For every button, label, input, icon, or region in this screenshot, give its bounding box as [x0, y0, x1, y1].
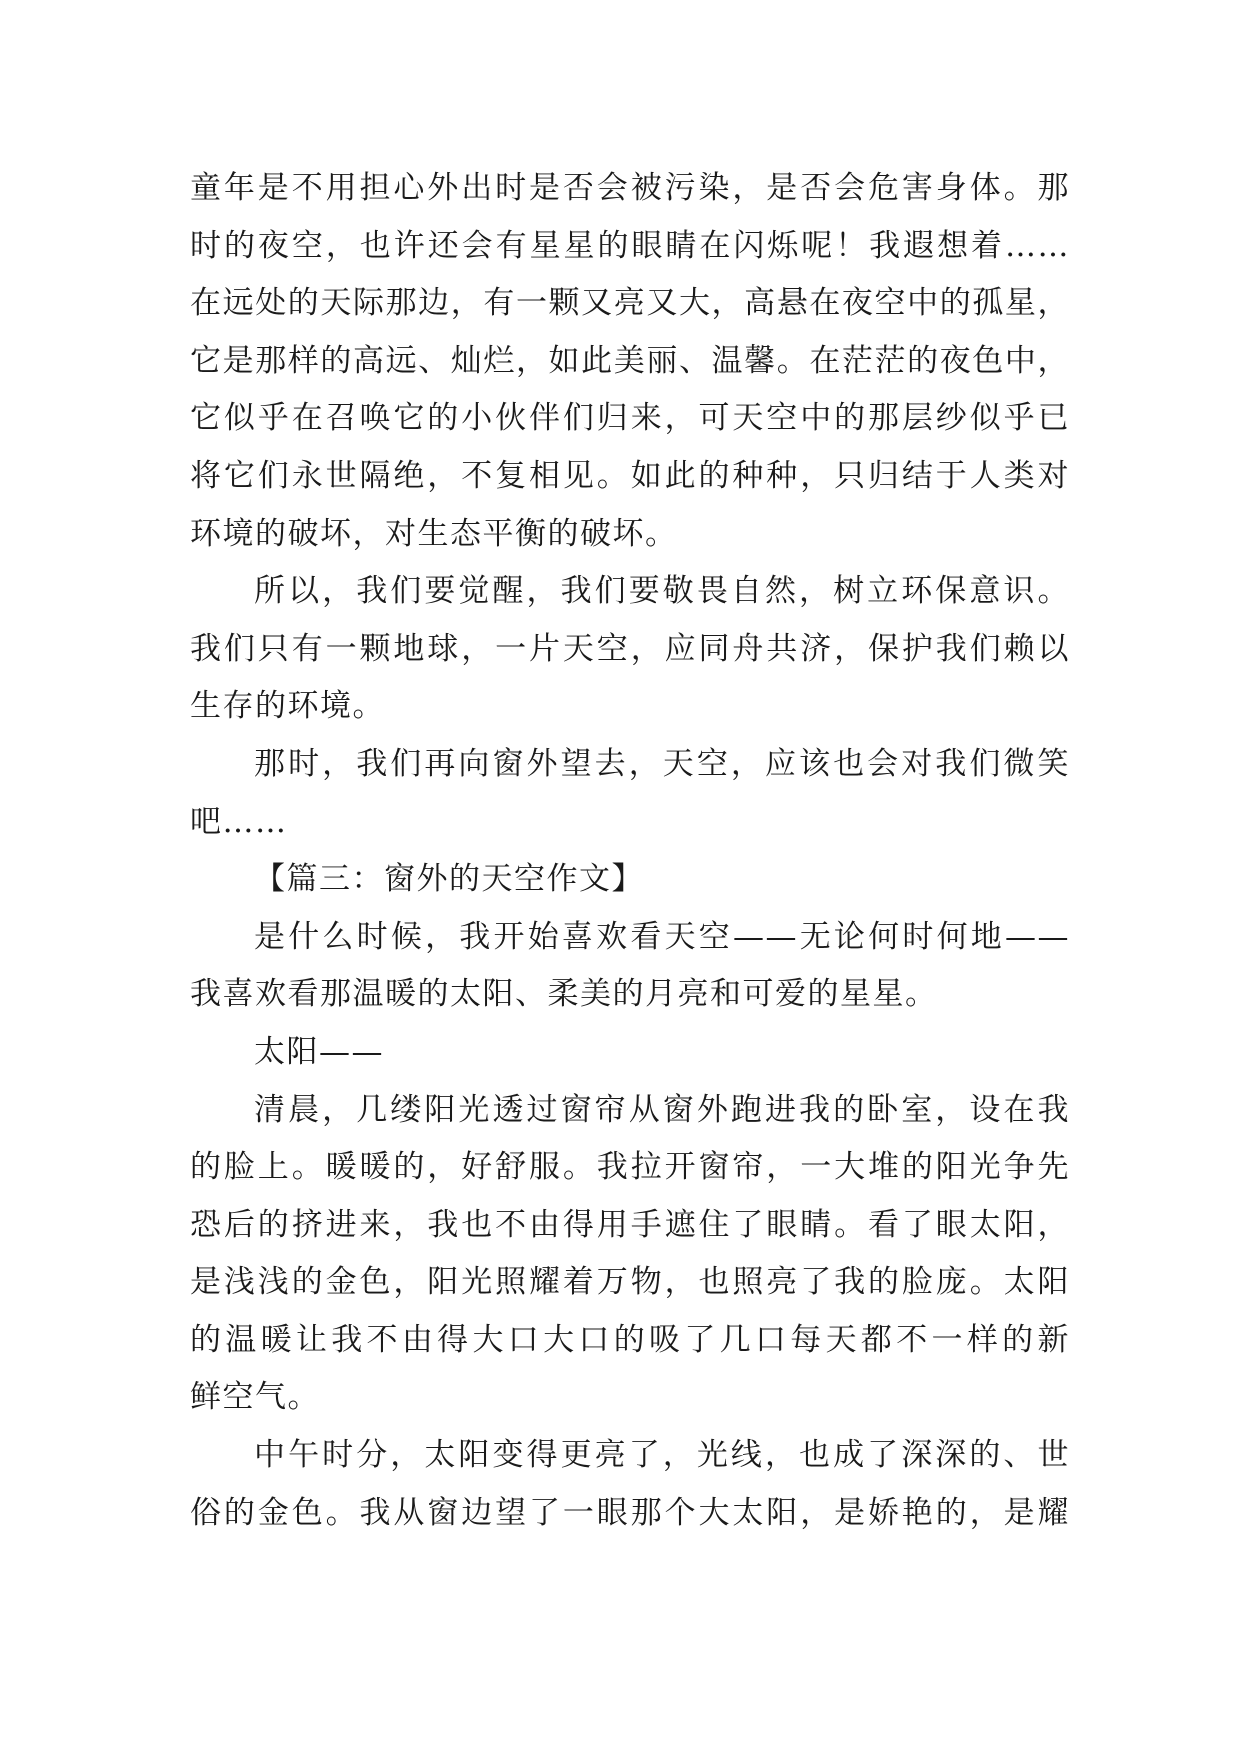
text-line: 它是那样的高远、灿烂，如此美丽、温馨。在茫茫的夜色中，: [190, 342, 1070, 379]
text-line: 的脸上。暖暖的，好舒服。我拉开窗帘，一大堆的阳光争先: [190, 1149, 1070, 1186]
text-line: 那时，我们再向窗外望去，天空，应该也会对我们微笑: [254, 745, 1070, 782]
text-line: 我喜欢看那温暖的太阳、柔美的月亮和可爱的星星。: [190, 976, 938, 1013]
text-line: 我们只有一颗地球，一片天空，应同舟共济，保护我们赖以: [190, 630, 1070, 667]
text-line: 所以，我们要觉醒，我们要敬畏自然，树立环保意识。: [254, 573, 1070, 610]
text-line: 吧……: [190, 803, 288, 840]
text-line: 的温暖让我不由得大口大口的吸了几口每天都不一样的新: [190, 1321, 1070, 1358]
text-line: 生存的环境。: [190, 688, 385, 725]
text-line: 它似乎在召唤它的小伙伴们归来，可天空中的那层纱似乎已: [190, 400, 1070, 437]
text-line: 鲜空气。: [190, 1379, 320, 1416]
document-body: [190, 160, 1070, 1542]
text-line: 恐后的挤进来，我也不由得用手遮住了眼睛。看了眼太阳，: [190, 1206, 1070, 1243]
text-line: 是什么时候，我开始喜欢看天空——无论何时何地——: [254, 918, 1070, 955]
text-line: 将它们永世隔绝，不复相见。如此的种种，只归结于人类对: [190, 457, 1070, 494]
text-line: 【篇三：窗外的天空作文】: [254, 861, 644, 898]
text-line: 是浅浅的金色，阳光照耀着万物，也照亮了我的脸庞。太阳: [190, 1264, 1070, 1301]
text-line: 太阳——: [254, 1033, 384, 1070]
text-line: 环境的破坏，对生态平衡的破坏。: [190, 515, 678, 552]
text-line: 时的夜空，也许还会有星星的眼睛在闪烁呢！我遐想着……: [190, 227, 1070, 264]
text-line: 在远处的天际那边，有一颗又亮又大，高悬在夜空中的孤星，: [190, 285, 1070, 322]
text-line: 清晨，几缕阳光透过窗帘从窗外跑进我的卧室，设在我: [254, 1091, 1070, 1128]
text-line: 中午时分，太阳变得更亮了，光线，也成了深深的、世: [254, 1437, 1070, 1474]
text-line: 童年是不用担心外出时是否会被污染，是否会危害身体。那: [190, 170, 1070, 206]
text-line: 俗的金色。我从窗边望了一眼那个大太阳，是娇艳的，是耀: [190, 1494, 1070, 1531]
